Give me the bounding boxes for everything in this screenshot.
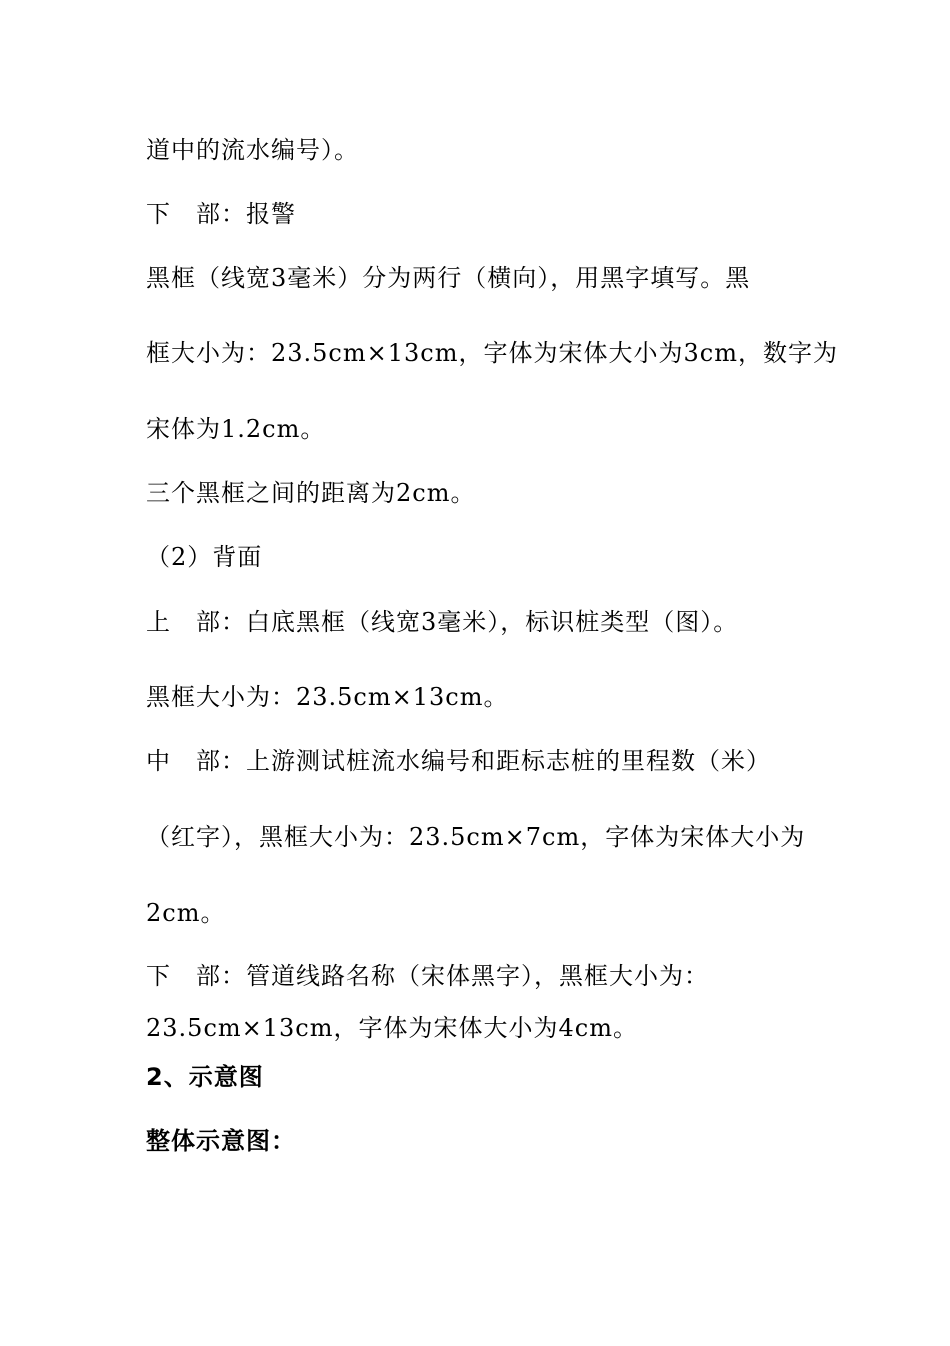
text-line-4: 框大小为：23.5cm×13cm，字体为宋体大小为3cm，数字为 — [146, 339, 838, 367]
text-line-12: 2cm。 — [146, 899, 226, 927]
text-line-9: 黑框大小为：23.5cm×13cm。 — [146, 683, 509, 711]
text-line-13: 下 部：管道线路名称（宋体黑字），黑框大小为： — [146, 962, 709, 990]
text-line-1: 道中的流水编号）。 — [146, 136, 359, 164]
text-line-10: 中 部：上游测试桩流水编号和距标志桩的里程数（米） — [146, 747, 771, 775]
text-line-6: 三个黑框之间的距离为2cm。 — [146, 479, 476, 507]
text-line-3: 黑框（线宽3毫米）分为两行（横向），用黑字填写。黑 — [146, 264, 751, 292]
text-line-14: 23.5cm×13cm，字体为宋体大小为4cm。 — [146, 1014, 638, 1042]
text-line-2: 下 部：报警 — [146, 200, 296, 228]
text-line-11: （红字），黑框大小为：23.5cm×7cm，字体为宋体大小为 — [146, 823, 806, 851]
text-line-8: 上 部：白底黑框（线宽3毫米），标识桩类型（图）。 — [146, 608, 739, 636]
text-line-7: （2）背面 — [146, 543, 263, 571]
section-heading: 2、示意图 — [146, 1063, 264, 1091]
subheading: 整体示意图： — [146, 1127, 296, 1155]
text-line-5: 宋体为1.2cm。 — [146, 415, 326, 443]
